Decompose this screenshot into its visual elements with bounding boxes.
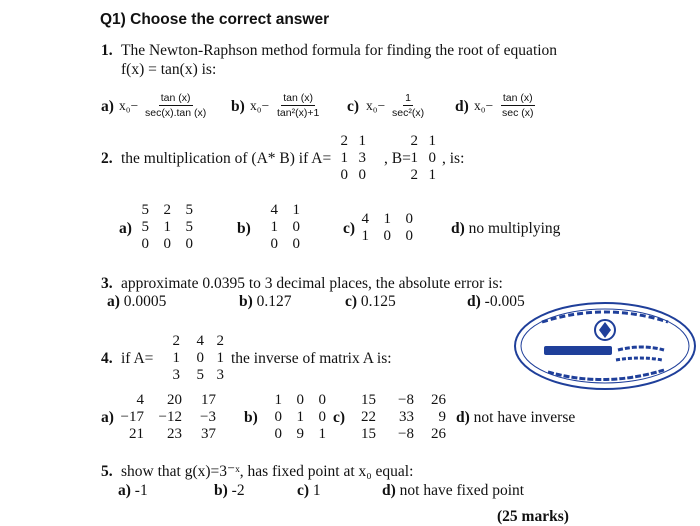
q4-option-a-matrix-cell: 23: [167, 426, 182, 442]
q5-option-a-value: -1: [134, 482, 148, 499]
q2-matrix-a-row: [328, 150, 366, 167]
q2-option-a-matrix-cell: 1: [163, 219, 171, 235]
q4-matrix-a-cell: 3: [172, 367, 180, 383]
q2-option-b-label: b): [237, 220, 251, 237]
q2-option-c-matrix-cell: 1: [383, 211, 391, 227]
q5-number: 5.: [101, 463, 113, 480]
q3-option-c-label: c): [345, 293, 358, 310]
q2-matrix-a: [328, 133, 366, 184]
q2-matrix-a-row: [328, 167, 366, 184]
q5-option-b-label: b): [214, 482, 228, 499]
q4-option-c-matrix-cell: 15: [361, 392, 376, 408]
q4-option-b-label: b): [244, 409, 258, 426]
q2-option-a-matrix: [132, 202, 193, 253]
q2-matrix-b-cell: 1: [410, 150, 418, 166]
q4-text-start: if A=: [121, 350, 154, 367]
q4-matrix-a-cell: 2: [216, 333, 224, 349]
q4-matrix-a-row: [156, 350, 224, 367]
q2-option-b-matrix-cell: 0: [270, 236, 278, 252]
q2-option-c-label: c): [343, 220, 356, 237]
section-header: Q1) Choose the correct answer: [100, 11, 330, 28]
q1-text-line2: f(x) = tan(x) is:: [121, 61, 217, 78]
q4-option-b-matrix-cell: 1: [296, 409, 304, 425]
q5-option-c-value: 1: [312, 482, 321, 499]
q4-option-a-matrix-row: [108, 392, 216, 409]
q1-option-c-numerator: 1: [403, 92, 413, 106]
q4-matrix-a-cell: 2: [172, 333, 180, 349]
q4-option-c-matrix-cell: 22: [361, 409, 376, 425]
q1-option-d-denominator: sec (x): [502, 107, 534, 120]
q2-option-b-matrix-cell: 1: [292, 202, 300, 218]
q2-option-a-matrix-row: [132, 236, 193, 253]
q2-matrix-b-row: [398, 167, 436, 184]
q2-option-b-matrix-row: [258, 219, 300, 236]
q4-option-c-label: c): [333, 409, 346, 426]
q4-option-b-matrix-cell: 1: [318, 426, 326, 442]
q2-option-c-matrix-row: [355, 211, 413, 228]
total-marks: (25 marks): [497, 508, 569, 525]
q4-matrix-a-cell: 4: [196, 333, 204, 349]
q4-option-d-label: d): [456, 409, 470, 426]
q2-matrix-a-cell: 1: [358, 133, 366, 149]
q2-option-d: [451, 221, 560, 237]
q5-option-a-label: a): [118, 482, 131, 499]
q2-option-c-matrix-cell: 4: [361, 211, 369, 227]
q4-option-b-matrix-cell: 1: [274, 392, 282, 408]
q2-matrix-a-cell: 0: [358, 167, 366, 183]
q1-option-c-x0: x₀−: [366, 98, 386, 113]
q4-option-c-matrix-cell: 26: [431, 426, 446, 442]
q4-option-c-matrix-row: [346, 409, 446, 426]
q1-option-a-fraction: [143, 92, 208, 119]
q4-matrix-a-row: [156, 367, 224, 384]
q2-option-b-matrix-cell: 4: [270, 202, 278, 218]
q5-option-b-value: -2: [231, 482, 245, 499]
q3-option-b-value: 0.127: [256, 293, 292, 310]
q4-option-b-matrix-row: [258, 426, 326, 443]
q1-option-a-x0: x₀−: [119, 98, 139, 113]
q4-option-b-matrix-cell: 0: [318, 409, 326, 425]
q2-matrix-a-row: [328, 133, 366, 150]
q4-option-a-matrix: [108, 392, 216, 443]
q4-matrix-a-cell: 1: [216, 350, 224, 366]
q1-option-b-x0: x₀−: [250, 98, 270, 113]
q4-option-a-matrix-row: [108, 426, 216, 443]
q2-matrix-b-cell: 0: [428, 150, 436, 166]
q4-option-a-matrix-cell: 21: [129, 426, 144, 442]
q2-matrix-b-cell: 2: [410, 133, 418, 149]
q4-option-b-matrix-cell: 0: [274, 409, 282, 425]
q2-number: 2.: [101, 150, 113, 167]
university-stamp-icon: [512, 300, 698, 392]
q4-option-d-text: not have inverse: [473, 409, 576, 426]
q5-option-b: [214, 483, 245, 499]
q2-matrix-b-cell: 1: [428, 133, 436, 149]
q1-option-b-fraction: [275, 92, 321, 119]
q1-option-d-numerator: tan (x): [501, 92, 535, 106]
q4-option-b-matrix-cell: 0: [274, 426, 282, 442]
q2-option-a-matrix-cell: 5: [185, 219, 193, 235]
q2-option-c-matrix-cell: 1: [361, 228, 369, 244]
q3-option-b-label: b): [239, 293, 253, 310]
q2-option-a-matrix-cell: 0: [141, 236, 149, 252]
q4-option-c-matrix-row: [346, 426, 446, 443]
q2-matrix-a-cell: 0: [340, 167, 348, 183]
q2-option-a-matrix-cell: 2: [163, 202, 171, 218]
q1-option-b-numerator: tan (x): [281, 92, 315, 106]
q4-option-c-matrix-row: [346, 392, 446, 409]
q1-option-a-label: a): [101, 98, 114, 115]
q1-option-a-numerator: tan (x): [159, 92, 193, 106]
q4-option-a-matrix-cell: 20: [167, 392, 182, 408]
q3-option-c-value: 0.125: [360, 293, 396, 310]
q4-option-a-matrix-cell: 37: [201, 426, 216, 442]
q3-text: approximate 0.0395 to 3 decimal places, the absolute error is:: [121, 275, 503, 292]
q2-text-end: , is:: [442, 150, 465, 167]
q4-option-a-matrix-cell: −17: [120, 409, 144, 425]
q2-option-c-matrix-cell: 0: [383, 228, 391, 244]
q4-option-c-matrix-cell: 26: [431, 392, 446, 408]
q4-option-a-matrix-cell: 17: [201, 392, 216, 408]
q3-option-a: [107, 294, 166, 310]
q4-option-b-matrix: [258, 392, 326, 443]
q2-matrix-b-row: [398, 133, 436, 150]
q2-option-b-matrix: [258, 202, 300, 253]
q2-option-a-matrix-row: [132, 202, 193, 219]
q2-option-a-matrix-cell: 0: [185, 236, 193, 252]
q4-option-a-matrix-cell: −3: [200, 409, 216, 425]
q4-matrix-a-cell: 0: [196, 350, 204, 366]
q3-option-a-label: a): [107, 293, 120, 310]
q4-matrix-a: [156, 333, 224, 384]
q5-option-a: [118, 483, 148, 499]
q2-text-b: , B=: [384, 150, 411, 167]
q5-option-c-label: c): [297, 482, 310, 499]
q1-number: 1.: [101, 42, 113, 59]
q4-option-b-matrix-row: [258, 392, 326, 409]
q5-option-d-label: d): [382, 482, 396, 499]
q2-option-a-matrix-cell: 5: [141, 219, 149, 235]
q2-option-c-matrix-cell: 0: [405, 228, 413, 244]
q1-text-line1: The Newton-Raphson method formula for finding the root of equation: [121, 42, 558, 59]
q2-option-b-matrix-cell: 1: [270, 219, 278, 235]
q4-option-b-matrix-cell: 0: [296, 392, 304, 408]
q1-option-c-label: c): [347, 98, 360, 115]
q4-option-c-matrix-cell: 9: [438, 409, 446, 425]
q4-option-c-matrix-cell: 33: [399, 409, 414, 425]
q2-option-a-matrix-cell: 0: [163, 236, 171, 252]
q4-option-a-matrix-cell: −12: [158, 409, 182, 425]
q2-matrix-a-cell: 3: [358, 150, 366, 166]
q1-option-a-denominator: sec(x).tan (x): [145, 107, 207, 120]
q3-option-d-value: -0.005: [484, 293, 525, 310]
q4-option-a-label: a): [101, 409, 114, 426]
q1-option-b-label: b): [231, 98, 245, 115]
q4-matrix-a-cell: 1: [172, 350, 180, 366]
q5-option-d: [382, 483, 524, 499]
q2-option-d-text: no multiplying: [468, 220, 561, 237]
q2-option-a-matrix-cell: 5: [185, 202, 193, 218]
q2-matrix-b-cell: 1: [428, 167, 436, 183]
q2-matrix-b-cell: 2: [410, 167, 418, 183]
q4-option-c-matrix-cell: 15: [361, 426, 376, 442]
q2-option-a-matrix-cell: 5: [141, 202, 149, 218]
q4-option-b-matrix-cell: 0: [318, 392, 326, 408]
q4-option-c-matrix-cell: −8: [398, 426, 414, 442]
q2-text-start: the multiplication of (A* B) if A=: [121, 150, 332, 167]
q4-matrix-a-cell: 5: [196, 367, 204, 383]
q2-option-b-matrix-cell: 0: [292, 236, 300, 252]
q4-option-d: [456, 410, 575, 426]
q3-option-d-label: d): [467, 293, 481, 310]
q2-option-a-matrix-row: [132, 219, 193, 236]
q2-option-c-matrix-row: [355, 228, 413, 245]
q4-option-b-matrix-row: [258, 409, 326, 426]
q1-option-d-fraction: [500, 92, 536, 119]
q1-option-c-denominator: sec²(x): [392, 107, 425, 120]
q2-matrix-a-cell: 1: [340, 150, 348, 166]
q4-option-a-matrix-row: [108, 409, 216, 426]
q3-option-b: [239, 294, 292, 310]
q3-number: 3.: [101, 275, 113, 292]
q1-option-c-fraction: [390, 92, 426, 119]
q4-matrix-a-row: [156, 333, 224, 350]
q2-option-b-matrix-row: [258, 236, 300, 253]
q3-option-c: [345, 294, 396, 310]
q2-option-c-matrix-cell: 0: [405, 211, 413, 227]
q4-number: 4.: [101, 350, 113, 367]
q4-option-c-matrix: [346, 392, 446, 443]
q5-option-c: [297, 483, 321, 499]
q2-option-b-matrix-cell: 0: [292, 219, 300, 235]
q4-option-a-matrix-cell: 4: [136, 392, 144, 408]
q5-text: show that g(x)=3⁻ˣ, has fixed point at x₀ equal:: [121, 463, 414, 480]
q4-matrix-a-cell: 3: [216, 367, 224, 383]
q4-text-end: the inverse of matrix A is:: [231, 350, 392, 367]
q2-option-a-label: a): [119, 220, 132, 237]
q3-option-a-value: 0.0005: [123, 293, 167, 310]
q4-option-b-matrix-cell: 9: [296, 426, 304, 442]
q2-matrix-a-cell: 2: [340, 133, 348, 149]
q1-option-b-denominator: tan²(x)+1: [277, 107, 320, 120]
q2-option-c-matrix: [355, 211, 413, 245]
q2-option-b-matrix-row: [258, 202, 300, 219]
q1-option-d-x0: x₀−: [474, 98, 494, 113]
q2-option-d-label: d): [451, 220, 465, 237]
q5-option-d-value: not have fixed point: [399, 482, 525, 499]
q1-option-d-label: d): [455, 98, 469, 115]
q4-option-c-matrix-cell: −8: [398, 392, 414, 408]
